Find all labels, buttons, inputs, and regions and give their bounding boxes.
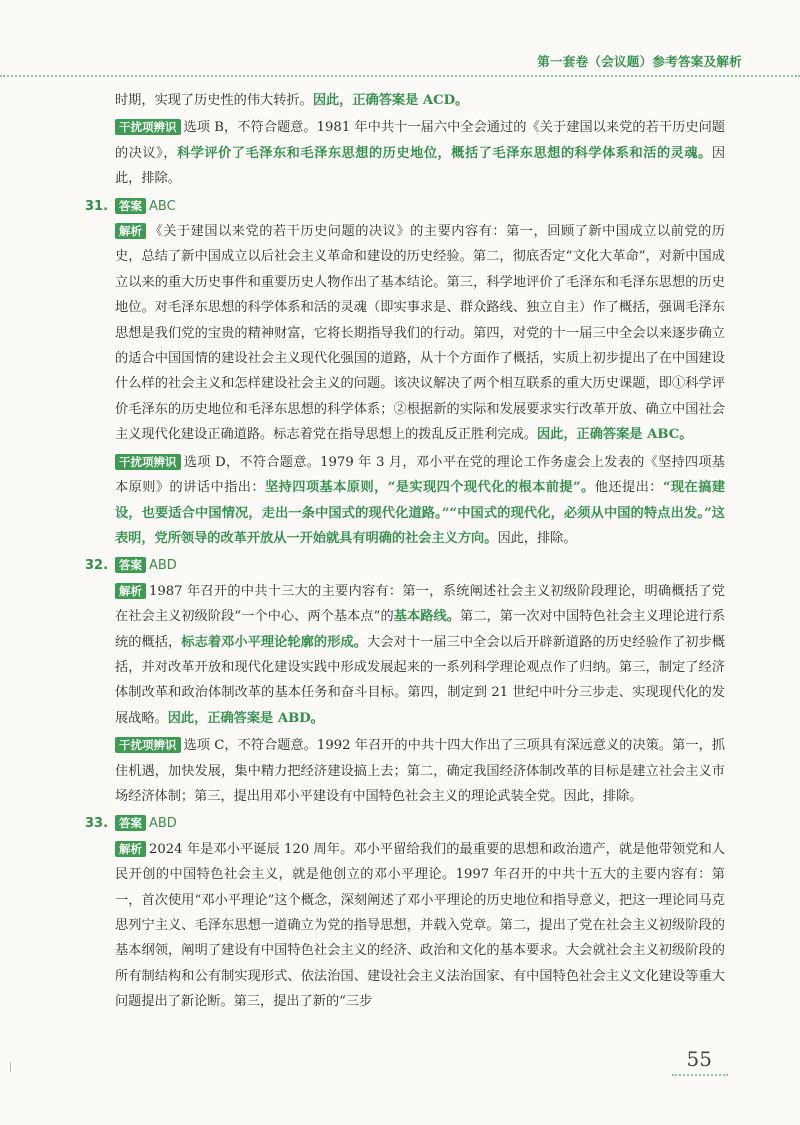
text: 大会对十一届三中全会以后开辟新道路的历史经验作了初步概括，并对改革开放和现代化建设实践中形成发展起来的一系列科学理论观点作了归纳。第三，制定了经济体制改革和政治体制改革的基本任务和奋斗目标。第四，制定到 21 世纪中叶分三步走、实现现代化的发展战略。	[115, 634, 726, 726]
distractor-tag: 干扰项辨识	[115, 454, 181, 470]
answer-tag: 答案	[115, 557, 146, 573]
text: 他还提出：	[594, 480, 663, 496]
header-title: 第一套卷（会议题）参考答案及解析	[537, 54, 742, 69]
analysis-tag: 解析	[115, 841, 146, 857]
question-32-distractor	[85, 733, 725, 809]
question-number: 31.	[85, 198, 109, 214]
text: 第二，第一次对中国特色社会主义理论进行系统的概括，	[115, 609, 726, 650]
answer-value: ABD	[149, 558, 177, 574]
text: 《关于建国以来党的若干历史问题的决议》的主要内容有：第一，回顾了新中国成立以前党的历史，总结了新中国成立以后社会主义革命和建设的历史经验。第二，彻底否定“文化大革命”，对新中国成立以来的重大历史事件和重要历史人物作出了基本结论。第三，科学地评价了毛泽东和毛泽东思想的历史地位。对毛泽东思想的科学体系和活的灵魂（即实事求是、群众路线、独立自主）作了概括，强调毛泽东思想是我们党的宝贵的精神财富，它将长期指导我们的行动。第四，对党的十一届三中全会以来逐步确立的适合中国国情的建设社会主义现代化强国的道路，从十个方面作了概括，实质上初步提出了在中国建设什么样的社会主义和怎样建设社会主义的问题。该决议解决了两个相互联系的重大历史课题，即①科学评价毛泽东的历史地位和毛泽东思想的科学体系；②根据新的实际和发展要求实行改革开放、确立中国社会主义现代化建设正确道路。标志着党在指导思想上的拨乱反正胜利完成。	[115, 224, 725, 443]
continued-paragraph	[85, 88, 725, 113]
answer-value: ABD	[149, 816, 177, 832]
answer-conclusion: 因此，正确答案是 ABD。	[167, 710, 324, 726]
answer-conclusion: 因此，正确答案是 ACD。	[312, 93, 469, 108]
page-header	[0, 0, 800, 80]
text: 选项 B，不符合题意。1981 年中共十一届六中全会通过的《关于建国以来党的若干历史问题的决议》，	[115, 120, 725, 161]
page-content	[85, 88, 725, 1015]
text: 选项 D，不符合题意。1979 年 3 月，邓小平在党的理论工作务虚会上发表的《坚持四项基本原则》的讲话中指出：	[115, 454, 725, 496]
page-number-divider	[672, 1074, 728, 1076]
text: 时期，实现了历史性的伟大转折。	[115, 93, 313, 108]
text: 1987 年召开的中共十三大的主要内容有：第一，系统阐述社会主义初级阶段理论，明确概括了党在社会主义初级阶段“一个中心、两个基本点”的	[115, 583, 725, 625]
analysis-tag: 解析	[115, 223, 146, 239]
header-divider	[0, 75, 800, 77]
text: 因此，排除。	[497, 530, 577, 546]
highlight-text: 科学评价了毛泽东和毛泽东思想的历史地位，概括了毛泽东思想的科学体系和活的灵魂。	[176, 145, 712, 161]
highlight-text: 基本路线。	[393, 609, 460, 625]
text: 因此，排除。	[115, 145, 725, 187]
distractor-tag: 干扰项辨识	[115, 737, 181, 753]
answer-tag: 答案	[115, 815, 146, 831]
answer-tag: 答案	[115, 198, 146, 214]
question-33-answer	[85, 811, 725, 836]
highlight-text: 坚持四项基本原则，“是实现四个现代化的根本前提”。	[265, 480, 595, 496]
question-31-answer	[85, 194, 725, 219]
highlight-text: 标志着邓小平理论轮廓的形成。	[181, 634, 367, 650]
analysis-tag: 解析	[115, 583, 146, 599]
highlight-text: “现在搞建设，也要适合中国情况，走出一条中国式的现代化道路。”“中国式的现代化，必须从中国的特点出发。”这表明，党所领导的改革开放从一开始就具有明确的社会主义方向。	[115, 480, 726, 546]
question-32-answer	[85, 553, 725, 578]
margin-mark	[10, 1062, 11, 1072]
text: 2024 年是邓小平诞辰 120 周年。邓小平留给我们的最重要的思想和政治遗产，就是他带领党和人民开创的中国特色社会主义，就是他创立的邓小平理论。1997 年召开的中共十五大的主要内容有：第一，首次使用“邓小平理论”这个概念，深刻阐述了邓小平理论的历史地位和指导意义，把这一理论同马克思列宁主义、毛泽东思想一道确立为党的指导思想，并载入党章。第二，提出了党在社会主义初级阶段的基本纲领，阐明了建设有中国特色社会主义的经济、政治和文化的基本要求。大会就社会主义初级阶段的所有制结构和公有制实现形式、依法治国、建设社会主义法治国家、有中国特色社会主义文化建设等重大问题提出了新论断。第三，提出了新的“三步	[115, 841, 725, 1010]
question-number: 33.	[85, 816, 109, 832]
distractor-tag: 干扰项辨识	[115, 119, 181, 135]
question-31-analysis	[85, 219, 725, 448]
text: 选项 C，不符合题意。1992 年召开的中共十四大作出了三项具有深远意义的决策。第一，抓住机遇，加快发展，集中精力把经济建设搞上去；第二，确定我国经济体制改革的目标是建立社会主义市场经济体制；第三，提出用邓小平建设有中国特色社会主义的理论武装全党。因此，排除。	[115, 738, 725, 804]
question-32-analysis	[85, 579, 725, 731]
answer-value: ABC	[149, 198, 176, 214]
answer-conclusion: 因此，正确答案是 ABC。	[537, 427, 693, 443]
question-number: 32.	[85, 558, 109, 574]
distractor-paragraph	[85, 115, 725, 191]
page-number: 55	[686, 1047, 712, 1071]
question-33-analysis	[85, 837, 725, 1015]
question-31-distractor	[85, 450, 725, 552]
